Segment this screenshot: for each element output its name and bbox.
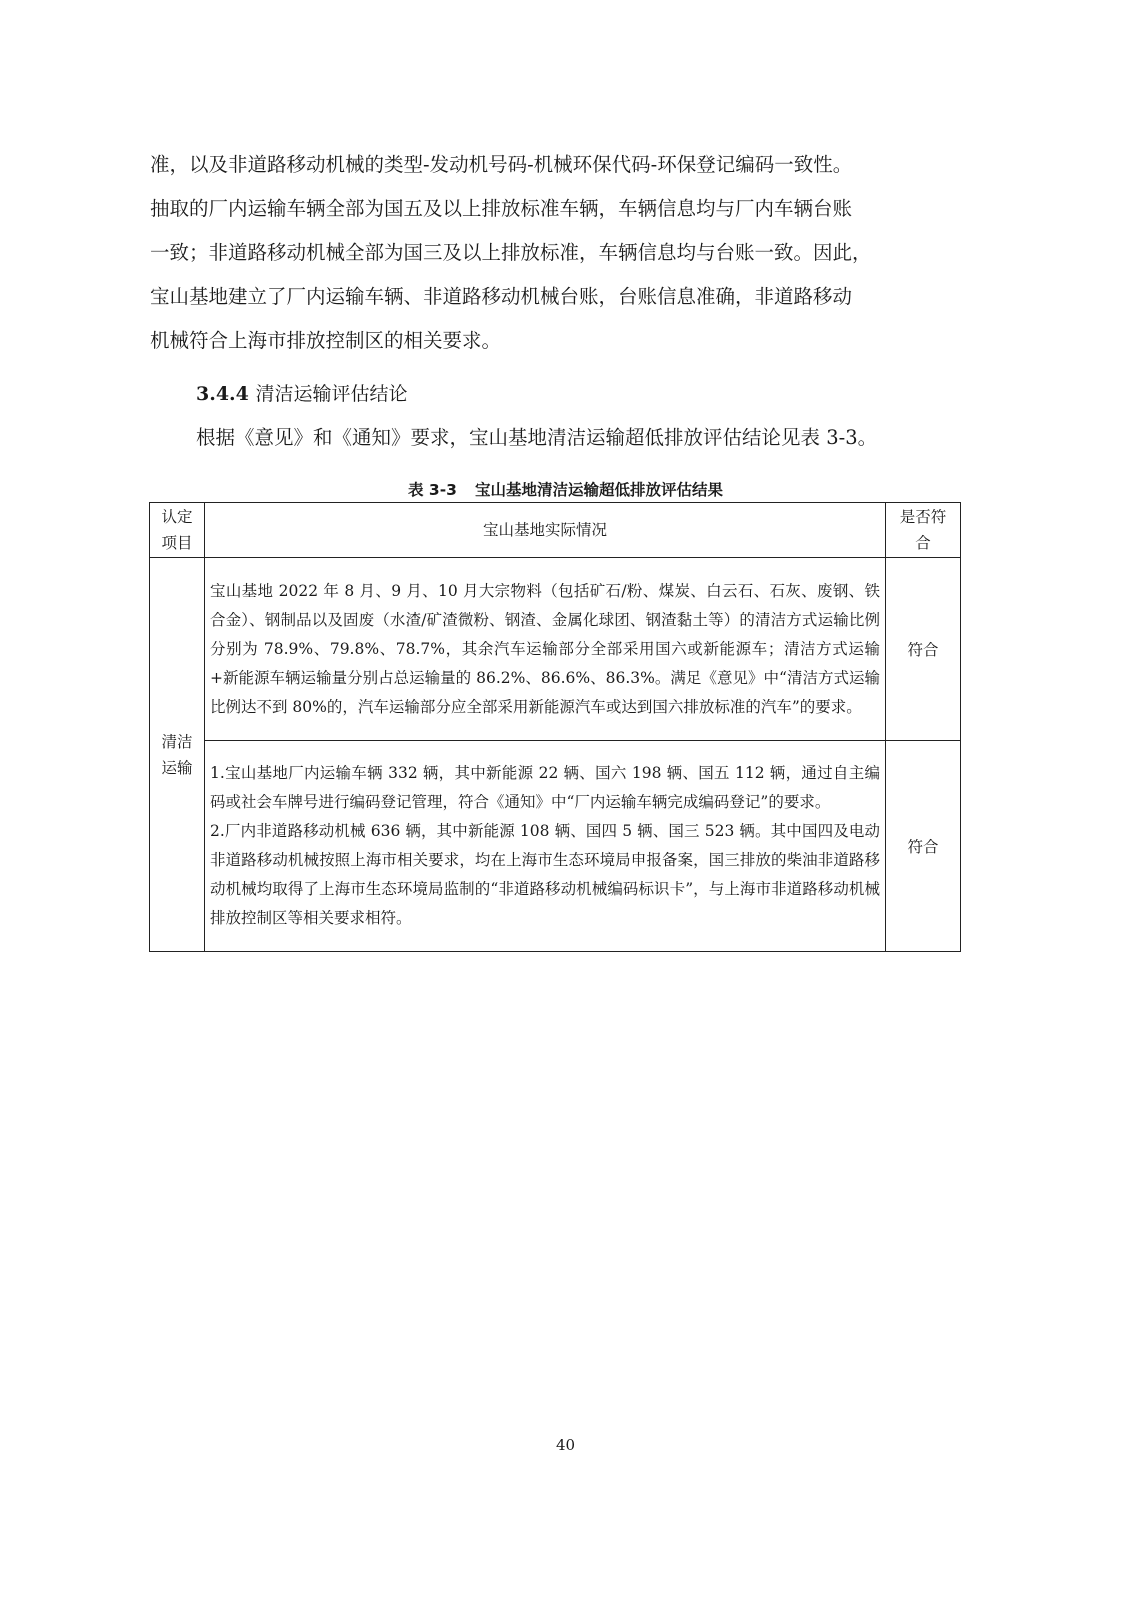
- header-actual: 宝山基地实际情况: [205, 503, 886, 558]
- table-caption: [0, 478, 1131, 500]
- item-label: 清洁运输: [161, 732, 193, 777]
- item-cell: [150, 558, 205, 952]
- intro-paragraph: 根据《意见》和《通知》要求，宝山基地清洁运输超低排放评估结论见表 3-3。: [196, 426, 878, 449]
- paragraph-line: 机械符合上海市排放控制区的相关要求。: [150, 329, 502, 352]
- header-item: [150, 503, 205, 558]
- table-row: [150, 741, 961, 952]
- header-item-label: 认定项目: [161, 508, 193, 552]
- compliant-cell: 符合: [886, 558, 961, 741]
- page-number: 40: [555, 1436, 576, 1454]
- compliant-cell: 符合: [886, 741, 961, 952]
- table-caption-title: 宝山基地清洁运输超低排放评估结果: [474, 481, 723, 499]
- section-heading: [196, 379, 408, 406]
- table-row: [150, 558, 961, 741]
- section-number: 3.4.4: [196, 383, 249, 405]
- paragraph-line: 宝山基地建立了厂内运输车辆、非道路移动机械台账，台账信息准确，非道路移动: [150, 285, 853, 308]
- header-compliant-label: 是否符合: [899, 508, 947, 552]
- actual-text: 宝山基地 2022 年 8 月、9 月、10 月大宗物料（包括矿石/粉、煤炭、白云石、石灰、废钢、铁合金）、钢制品以及固废（水渣/矿渣微粉、钢渣、金属化球团、钢渣黏土等）的清洁方式运输比例分别为 78.9%、79.8%、78.7%，其余汽车运输部分全部采用国六或新能源车；清洁方式运输+新能源车辆运输量分别占总运输量的 86.2%、86.6%、86.3%。满足《意见》中“清洁方式运输比例达不到 80%的，汽车运输部分应全部采用新能源汽车或达到国六排放标准的汽车”的要求。: [210, 581, 880, 716]
- paragraph-line: 准，以及非道路移动机械的类型-发动机号码-机械环保代码-环保登记编码一致性。: [150, 153, 853, 176]
- actual-text-1: 1.宝山基地厂内运输车辆 332 辆，其中新能源 22 辆、国六 198 辆、国五 112 辆，通过自主编码或社会车牌号进行编码登记管理，符合《通知》中“厂内运输车辆完成编码登记”的要求。: [210, 764, 880, 811]
- actual-cell: [205, 558, 886, 741]
- paragraph-line: 抽取的厂内运输车辆全部为国五及以上排放标准车辆，车辆信息均与厂内车辆台账: [150, 197, 853, 220]
- actual-text-2: 2.厂内非道路移动机械 636 辆，其中新能源 108 辆、国四 5 辆、国三 523 辆。其中国四及电动非道路移动机械按照上海市相关要求，均在上海市生态环境局申报备案，国三排放的柴油非道路移动机械均取得了上海市生态环境局监制的“非道路移动机械编码标识卡”，与上海市非道路移动机械排放控制区等相关要求相符。: [210, 822, 880, 927]
- header-compliant: [886, 503, 961, 558]
- paragraph-line: 一致；非道路移动机械全部为国三及以上排放标准，车辆信息均与台账一致。因此，: [150, 241, 872, 264]
- section-title: 清洁运输评估结论: [255, 383, 408, 405]
- table-caption-number: 表 3-3: [408, 481, 457, 499]
- actual-cell: [205, 741, 886, 952]
- table-header-row: [150, 503, 961, 558]
- body-paragraph: [150, 143, 985, 363]
- assessment-table: [149, 502, 961, 952]
